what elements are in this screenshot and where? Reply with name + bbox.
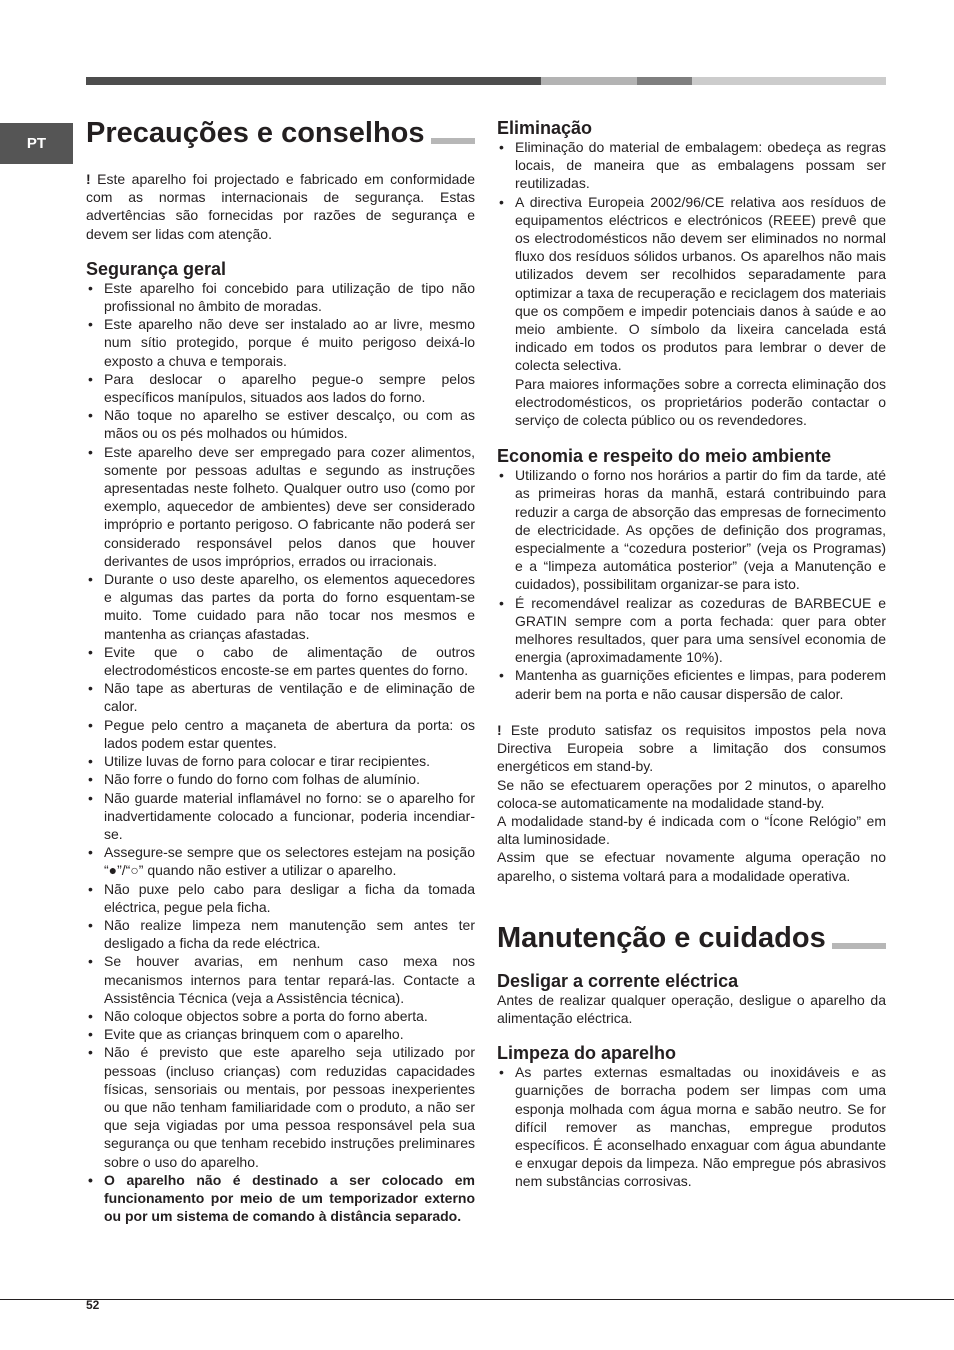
list-item-text: Não forre o fundo do forno com folhas de alumínio. [104,771,420,788]
standby-paragraph-4: Assim que se efectuar novamente alguma operação no aparelho, o sistema voltará para a modalidade operativa. [497,849,886,884]
intro-text: Este aparelho foi projectado e fabricado em conformidade com as normas internacionais de segurança. Estas advertências são fornecidas por razões de segurança e devem ser lidas com atenção. [86,171,475,242]
list-item [86,315,475,370]
list-item [86,952,475,1007]
list-item [86,370,475,406]
bullet-icon: • [88,771,93,788]
bullet-icon: • [88,753,93,770]
bullet-icon: • [88,443,93,460]
list-item-text: Evite que o cabo de alimentação de outros electrodomésticos encoste-se em partes quentes do forno. [104,643,475,679]
maintenance-title-text: Manutenção e cuidados [497,922,832,954]
footer-rule [0,1299,954,1300]
cleaning-list [497,1063,886,1190]
header-color-bar [86,77,886,85]
list-item [86,570,475,643]
bullet-icon: • [88,643,93,660]
bullet-icon: • [499,139,504,155]
list-item [497,594,886,667]
color-bar-segment [541,77,637,85]
standby-paragraph-1 [497,721,886,776]
bullet-icon: • [88,1044,93,1061]
list-item-text: A directiva Europeia 2002/96/CE relativa aos resíduos de equipamentos eléctricos e electrónicos (REEE) prevê que os electrodomésticos não devem ser eliminados no normal fluxo dos resíduos sólidos urbanos. Os aparelhos não mais utilizados devem ser recolhidos separadamente para optimizar a taxa de recuperação e reciclagem dos materiais que os compõem e impedir potenciais danos à saúde e ao meio ambiente. O símbolo da lixeira cancelada está indicado em todos os produtos para lembrar o dever de colecta selectiva. [515,193,886,374]
list-item [86,679,475,715]
section-heading-elimination: Eliminação [497,118,593,138]
list-item-text: Eliminação do material de embalagem: obedeça as regras locais, de maneira que as embalagens possam ser reutilizadas. [515,139,886,192]
list-item [497,193,886,375]
list-item-text: As partes externas esmaltadas ou inoxidáveis e as guarnições de borracha podem ser limpas com uma esponja molhada com água morna e sabão neutro. Se for difícil remover as manchas, empregue produtos específicos. É aconselhado enxaguar com água abundante e enxugar depois da limpeza. Não empregue pós abrasivos nem substâncias corrosivas. [515,1064,886,1190]
bullet-icon: • [88,571,93,588]
list-item-text: Este aparelho foi concebido para utilização de tipo não profissional no âmbito de moradas. [104,279,475,315]
list-item [86,643,475,679]
page-title-text: Precauções e conselhos [86,117,431,149]
standby-paragraph-3: A modalidade stand-by é indicada com o “Ícone Relógio” em alta luminosidade. [497,812,886,848]
standby-paragraph-2: Se não se efectuarem operações por 2 minutos, o aparelho coloca-se automaticamente na modalidade stand-by. [497,776,886,811]
list-item-text: Não é previsto que este aparelho seja utilizado por pessoas (incluso crianças) com reduzidas capacidades físicas, sensoriais ou mentais, por pessoas inexperientes ou que não tenham familiaridade com o produto, a não ser que seja vigiadas por uma pessoa responsável pela sua segurança ou que tenham recebido instruções preliminares sobre o uso do aparelho. [104,1044,475,1170]
maintenance-title [497,921,886,957]
list-item-text: Assegure-se sempre que os selectores estejam na posição “●”/“○” quando não estiver a utilizar o aparelho. [104,844,475,879]
bullet-icon: • [88,953,93,970]
economy-list [497,466,886,703]
list-item-text: Pegue pelo centro a maçaneta de abertura da porta: os lados podem estar quentes. [104,716,475,751]
list-item-text: Utilize luvas de forno para colocar e tirar recipientes. [104,753,431,770]
standby-text-1: Este produto satisfaz os requisitos impostos pela nova Directiva Europeia sobre a limitação dos consumos energéticos em stand-by. [497,721,886,775]
bullet-icon: • [499,193,504,210]
list-item [86,916,475,952]
section-heading-safety: Segurança geral [86,258,227,279]
bullet-icon: • [88,880,93,897]
list-item-bold [86,1171,475,1226]
bullet-icon: • [88,680,93,697]
right-column [497,112,886,1191]
list-item [86,843,475,879]
section-heading-economy: Economia e respeito do meio ambiente [497,446,832,467]
list-item-text: É recomendável realizar as cozeduras de BARBECUE e GRATIN sempre com a porta fechada: quer para obter melhores resultados, quer para uma sensível economia de energia (aproximadamente 10%). [515,594,886,666]
list-item [86,880,475,916]
warning-mark: ! [497,721,502,738]
bullet-icon: • [88,1026,93,1043]
warning-mark: ! [86,171,91,187]
list-item-text: O aparelho não é destinado a ser colocado em funcionamento por meio de um temporizador externo ou por um sistema de comando à distância separado. [104,1171,475,1225]
list-item [86,1025,475,1043]
list-item-text: Para deslocar o aparelho pegue-o sempre pelos específicos manípulos, situados aos lados do forno. [104,370,475,406]
list-item-text: Mantenha as guarnições eficientes e limpas, para poderem aderir bem na porta e não causar dispersão de calor. [515,667,886,702]
list-item [497,466,886,593]
list-item [86,770,475,788]
list-item-text: Não coloque objectos sobre a porta do forno aberta. [104,1007,428,1024]
bullet-icon: • [88,789,93,806]
list-item-text: Este aparelho deve ser empregado para cozer alimentos, somente por pessoas adultas e segundo as instruções apresentadas neste folheto. Qualquer outro uso (como por exemplo, aquecedor de ambientes) deve ser considerado impróprio e portanto perigoso. O fabricante não poderá ser considerado responsável pelos danos que houver derivantes de usos impróprios, errados ou irracionais. [104,443,475,569]
bullet-icon: • [88,716,93,733]
list-item-text: Não realize limpeza nem manutenção sem antes ter desligado a ficha da rede eléctrica. [104,916,475,952]
list-item [86,1007,475,1025]
bullet-icon: • [499,594,504,611]
list-item-text: Não tape as aberturas de ventilação e de eliminação de calor. [104,680,475,715]
list-item-text: Não toque no aparelho se estiver descalço, ou com as mãos ou os pés molhados ou húmidos. [104,407,475,442]
list-item [86,279,475,315]
section-heading-cleaning: Limpeza do aparelho [497,1043,677,1064]
bullet-icon: • [88,1007,93,1024]
bullet-icon: • [499,667,504,684]
list-item [86,752,475,770]
list-item-text: Evite que as crianças brinquem com o aparelho. [104,1026,404,1043]
section-heading-power: Desligar a corrente eléctrica [497,970,739,991]
list-item-text: Não puxe pelo cabo para desligar a ficha da tomada eléctrica, pegue pela ficha. [104,880,475,915]
safety-list [86,279,475,1226]
bullet-icon: • [88,407,93,424]
color-bar-segment [86,77,541,85]
list-item [86,443,475,570]
bullet-icon: • [499,467,504,484]
elimination-list [497,138,886,375]
language-tab: PT [0,123,73,164]
bullet-icon: • [88,844,93,861]
bullet-icon: • [88,1171,93,1188]
list-item [86,716,475,752]
bullet-icon: • [88,916,93,933]
list-item-text: Se houver avarias, em nenhum caso mexa nos mecanismos internos para tentar repará-las. Contacte a Assistência Técnica (veja a Assistência técnica). [104,953,475,1006]
color-bar-segment [637,77,692,85]
list-item-text: Durante o uso deste aparelho, os elementos aquecedores e algumas das partes da porta do forno esquentam-se muito. Tome cuidado para não tocar nos mesmos e mantenha as crianças afastadas. [104,571,475,642]
power-text: Antes de realizar qualquer operação, desligue o aparelho da alimentação eléctrica. [497,991,886,1026]
list-item-text: Utilizando o forno nos horários a partir do fim da tarde, até as primeiras horas da manhã, estará contribuindo para reduzir a carga de absorção das empresas de fornecimento de electricidade. As opções de definição dos programas, especialmente a “cozedura posterior” (veja os Programas) e a “limpeza automática posterior” (veja a Manutenção e cuidados), possibilitam organizar-se para isto. [515,467,886,593]
page-number: 52 [86,1298,100,1312]
list-item-text: Este aparelho não deve ser instalado ao ar livre, mesmo num sítio protegido, porque é muito perigoso deixá-lo exposto a chuva e temporais. [104,316,475,369]
list-item [497,1063,886,1190]
bullet-icon: • [88,279,93,296]
list-item [86,1043,475,1170]
elimination-note: Para maiores informações sobre a correcta eliminação dos electrodomésticos, os proprietários poderão contactar o serviço de colecta público ou os revendedores. [515,375,886,429]
bullet-icon: • [88,370,93,387]
list-item [86,789,475,844]
intro-paragraph [86,170,475,243]
list-item-text: Não guarde material inflamável no forno: se o aparelho for inadvertidamente colocado a funcionar, poderia incendiar-se. [104,789,475,842]
list-item [497,666,886,702]
left-column [86,112,475,1225]
color-bar-segment [692,77,886,85]
list-item [86,406,475,442]
bullet-icon: • [88,316,93,333]
page-title [86,116,475,152]
bullet-icon: • [499,1064,504,1081]
list-item [497,138,886,193]
